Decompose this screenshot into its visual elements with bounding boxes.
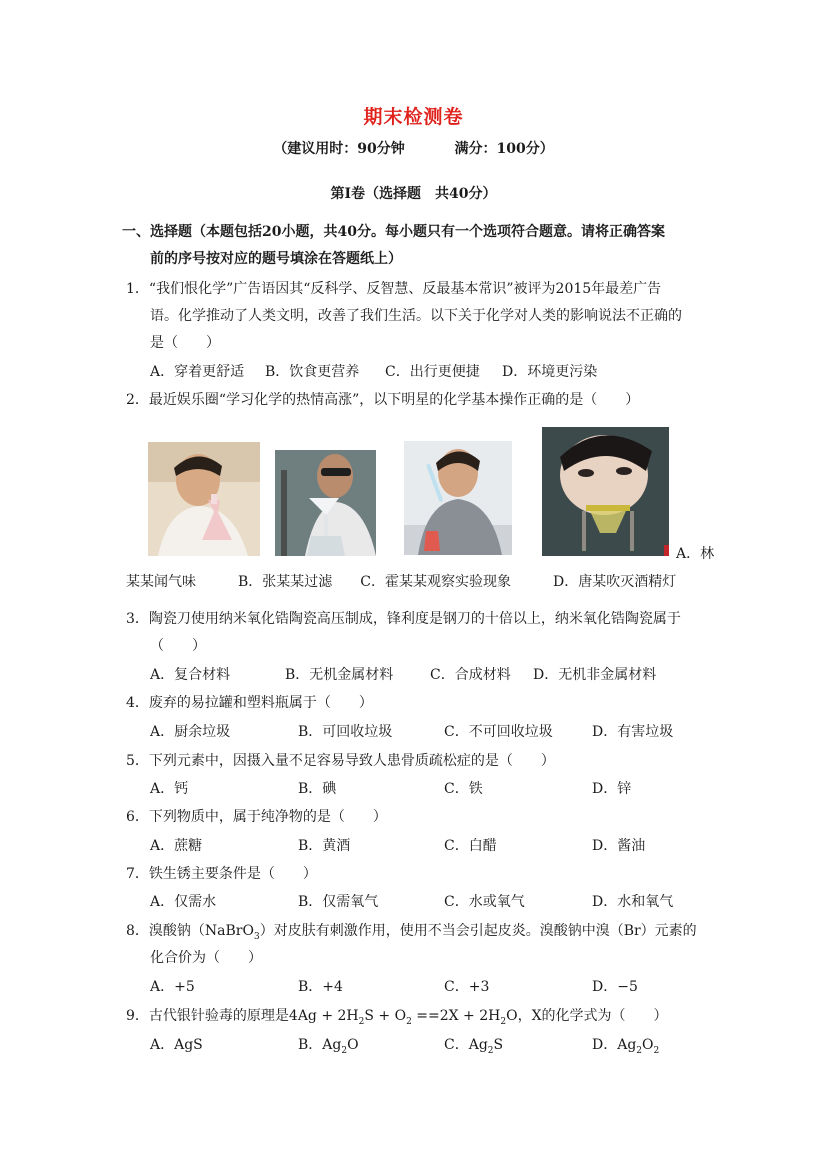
- time-note: （建议用时：90分钟: [273, 141, 405, 157]
- q9-option-c: [444, 1034, 503, 1056]
- q9-part-3: ==2X + 2H: [411, 1008, 501, 1024]
- q2-options-tail: A．林: [676, 546, 715, 562]
- q5-option-a: A．钙: [150, 781, 189, 797]
- q5-option-b: B．碘: [298, 781, 337, 797]
- photo-observe: [404, 441, 512, 555]
- q2-line1: 2．最近娱乐圈“学习化学的热情高涨”，以下明星的化学基本操作正确的是（ ）: [126, 392, 640, 408]
- q5-option-d: D．锌: [592, 781, 632, 797]
- part-heading-line1: 一、选择题（本题包括20小题，共40分。每小题只有一个选项符合题意。请将正确答案: [122, 224, 665, 240]
- q3-line2: （ ）: [150, 638, 206, 654]
- q1-line3: 是（ ）: [150, 335, 220, 351]
- q8-option-a: A．+5: [150, 979, 195, 995]
- q8-text-pre: 8．溴酸钠（NaBrO: [126, 923, 254, 939]
- q8-line1: [126, 920, 697, 942]
- exam-meta: [0, 138, 827, 158]
- q6-option-a: A．蔗糖: [150, 838, 203, 854]
- q4-line1: 4．废弃的易拉罐和塑料瓶属于（ ）: [126, 695, 373, 711]
- q3-option-a: A．复合材料: [150, 667, 231, 683]
- q4-option-a: A．厨余垃圾: [150, 724, 231, 740]
- q7-option-d: D．水和氧气: [592, 894, 674, 910]
- q3-line1: 3．陶瓷刀使用纳米氧化锆陶瓷高压制成，锋利度是钢刀的十倍以上，纳米氧化锆陶瓷属于: [126, 611, 681, 627]
- q9-option-c-tail: S: [493, 1037, 504, 1053]
- photo-lamp: [542, 427, 669, 556]
- q9-sub-1: 2: [358, 1016, 365, 1027]
- q8-option-c: C．+3: [444, 979, 490, 995]
- q9-option-c-sub: 2: [487, 1045, 494, 1056]
- q6-option-b: B．黄酒: [298, 838, 351, 854]
- q2-options-line: 某某闻气味 B．张某某过滤 C．霍某某观察实验现象 D．唐某吹灭酒精灯: [126, 574, 677, 590]
- q9-option-d-tail-sub: 2: [653, 1045, 660, 1056]
- q4-option-b: B．可回收垃圾: [298, 724, 393, 740]
- section-title: 第Ⅰ卷（选择题 共40分）: [330, 186, 497, 202]
- q7-option-b: B．仅需氧气: [298, 894, 379, 910]
- photo-filter: [275, 450, 376, 556]
- q1-option-c: C．出行更便捷: [385, 364, 480, 380]
- q9-sub-3: 2: [500, 1016, 507, 1027]
- q9-option-a-text: A．AgS: [150, 1037, 203, 1053]
- q6-option-d: D．酱油: [592, 838, 646, 854]
- q8-option-b: B．+4: [298, 979, 343, 995]
- q9-option-b-tail: O: [347, 1037, 359, 1053]
- score-note: 满分：100分）: [454, 141, 554, 157]
- q9-option-b-text: B．Ag: [298, 1037, 342, 1053]
- q7-option-a: A．仅需水: [150, 894, 217, 910]
- q8-line2: 化合价为（ ）: [150, 950, 262, 966]
- q9-option-d-text: D．Ag: [592, 1037, 637, 1053]
- q1-option-d: D．环境更污染: [502, 364, 598, 380]
- q5-line1: 5．下列元素中，因摄入量不足容易导致人患骨质疏松症的是（ ）: [126, 753, 555, 769]
- q9-line1: [126, 1005, 668, 1027]
- q3-option-b: B．无机金属材料: [285, 667, 394, 683]
- q1-line1: 1．“我们恨化学”广告语因其“反科学、反智慧、反最基本常识”被评为2015年最差广告: [126, 281, 662, 297]
- q8-option-d: D．−5: [592, 979, 638, 995]
- q8-text-post: ）对皮肤有刺激作用，使用不当会引起皮炎。溴酸钠中溴（Br）元素的: [259, 923, 697, 939]
- q9-part-4: O，X的化学式为（ ）: [506, 1008, 668, 1024]
- q9-part-1: 9．古代银针验毒的原理是4Ag + 2H: [126, 1008, 359, 1024]
- q9-option-d-tail: O: [642, 1037, 654, 1053]
- q9-option-a: [150, 1034, 203, 1054]
- q9-option-c-text: C．Ag: [444, 1037, 488, 1053]
- photo-smell: [148, 442, 260, 556]
- q1-line2: 语。化学推动了人类文明，改善了我们生活。以下关于化学对人类的影响说法不正确的: [150, 308, 682, 324]
- part-heading-line2: 前的序号按对应的题号填涂在答题纸上）: [150, 251, 402, 267]
- q3-option-d: D．无机非金属材料: [533, 667, 657, 683]
- q9-option-b: [298, 1034, 359, 1056]
- q4-option-c: C．不可回收垃圾: [444, 724, 553, 740]
- page-title: 期末检测卷: [363, 106, 464, 128]
- q5-option-c: C．铁: [444, 781, 483, 797]
- q6-option-c: C．白醋: [444, 838, 497, 854]
- q9-part-2: S + O: [364, 1008, 407, 1024]
- q9-sub-2: 2: [406, 1016, 412, 1027]
- q7-option-c: C．水或氧气: [444, 894, 525, 910]
- q6-line1: 6．下列物质中，属于纯净物的是（ ）: [126, 809, 387, 825]
- q9-option-b-sub: 2: [341, 1045, 348, 1056]
- q8-subscript: 3: [253, 931, 260, 942]
- q3-option-c: C．合成材料: [430, 667, 511, 683]
- q9-option-d: [592, 1034, 659, 1056]
- q1-option-a: A．穿着更舒适: [150, 364, 245, 380]
- q4-option-d: D．有害垃圾: [592, 724, 674, 740]
- q1-option-b: B．饮食更营养: [265, 364, 360, 380]
- q9-option-d-sub: 2: [636, 1045, 643, 1056]
- q7-line1: 7．铁生锈主要条件是（ ）: [126, 866, 317, 882]
